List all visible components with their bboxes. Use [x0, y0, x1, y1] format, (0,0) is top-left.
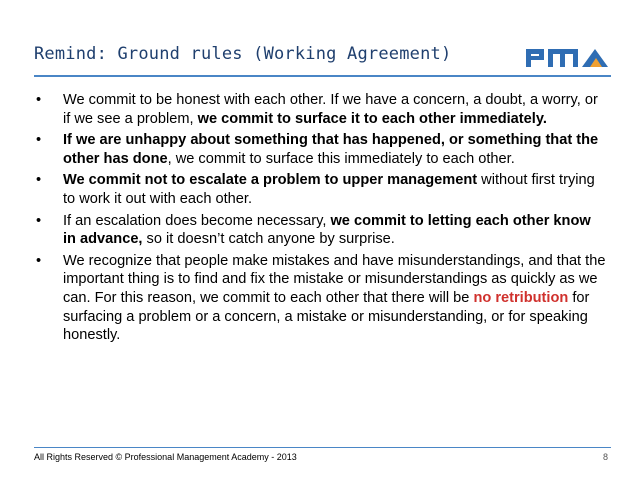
bold-text: If we are unhappy about something that has happened, or something that the other has done: [63, 132, 599, 167]
highlight-text: no retribution: [473, 289, 569, 306]
page-number: 8: [602, 452, 608, 462]
list-item: • If we are unhappy about something that has happened, or something that the other has done, we commit to surface this immediately to each other.: [34, 131, 606, 168]
list-item: • If an escalation does become necessary, we commit to letting each other know in advance, so it doesn’t catch anyone by surprise.: [34, 212, 606, 249]
pma-logo: [526, 47, 610, 69]
bullet-list: [34, 91, 606, 348]
pma-logo-icon: [526, 47, 610, 69]
list-item: • We commit not to escalate a problem to upper management without first trying to work it out with each other.: [34, 171, 606, 208]
title-divider: [34, 75, 611, 77]
list-item: • We recognize that people make mistakes and have misunderstandings, and that the important thing is to find and fix the mistake or misunderstandings as quickly as we can. For this reason, we commit to each other that there will be no retribution for surfacing a problem or a concern, a mistake or misunderstanding, or for speaking honestly.: [34, 252, 606, 345]
footer-divider: [34, 447, 611, 448]
list-item: • We commit to be honest with each other. If we have a concern, a doubt, a worry, or if we see a problem, we commit to surface it to each other immediately.: [34, 91, 606, 128]
bold-text: we commit to letting each other know in advance,: [63, 212, 591, 248]
bold-text: We commit not to escalate a problem to upper management: [63, 172, 478, 189]
bold-text: we commit to surface it to each other immediately.: [197, 110, 547, 127]
slide-title: Remind: Ground rules (Working Agreement): [34, 44, 452, 64]
footer-copyright: All Rights Reserved © Professional Management Academy - 2013: [34, 452, 297, 462]
